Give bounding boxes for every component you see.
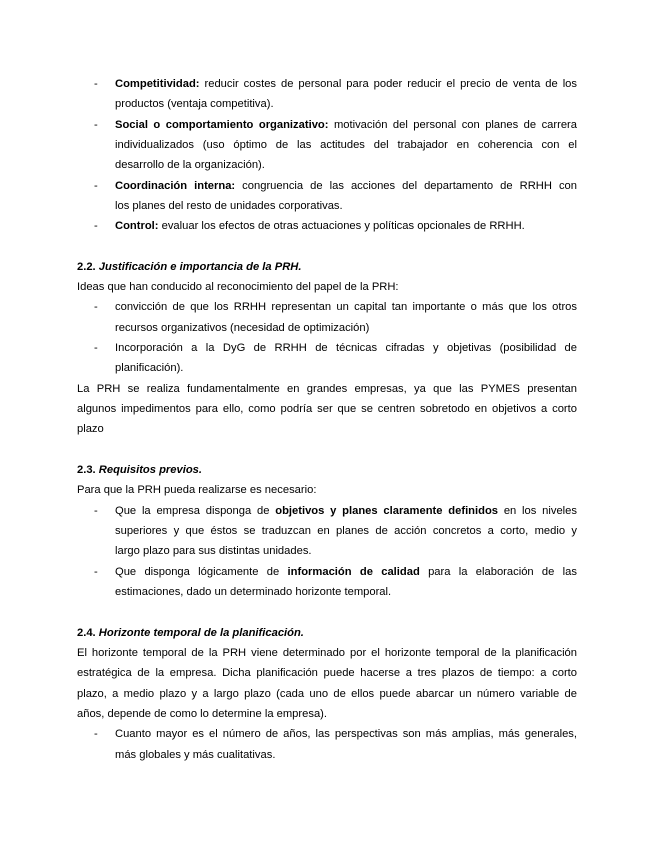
bullet-dash: - bbox=[94, 301, 98, 313]
bullet-dash: - bbox=[94, 728, 98, 740]
list-item: Incorporación a la DyG de RRHH de técnicas cifradas y objetivas (posibilidad de bbox=[115, 342, 577, 354]
list-item-cont: productos (ventaja competitiva). bbox=[115, 98, 274, 110]
section-heading: 2.4. Horizonte temporal de la planificación. bbox=[77, 627, 304, 639]
list-item-cont: individualizados (uso óptimo de las actitudes del trabajador en coherencia con el bbox=[115, 139, 577, 151]
list-item: Social o comportamiento organizativo: motivación del personal con planes de carrera bbox=[115, 119, 578, 131]
list-item: convicción de que los RRHH representan un capital tan importante o más que los otros bbox=[115, 301, 577, 313]
list-item: Competitividad: reducir costes de personal para poder reducir el precio de venta de los bbox=[115, 78, 577, 90]
bullet-dash: - bbox=[94, 505, 98, 517]
list-item: Coordinación interna: congruencia de las acciones del departamento de RRHH con bbox=[115, 180, 578, 192]
paragraph-line: plazo, a medio plazo y a largo plazo (cada uno de ellos puede abarcar un número variable de bbox=[77, 688, 577, 700]
list-item-cont: superiores y que éstos se traduzcan en planes de acción concretos a corto, medio y bbox=[115, 525, 577, 537]
bullet-dash: - bbox=[94, 220, 98, 232]
bullet-dash: - bbox=[94, 180, 98, 192]
paragraph-line: estratégica de la empresa. Dicha planificación puede hacerse a tres plazos de tiempo: a corto bbox=[77, 667, 577, 679]
intro-text: Ideas que han conducido al reconocimiento del papel de la PRH: bbox=[77, 281, 399, 293]
bullet-dash: - bbox=[94, 342, 98, 354]
intro-text: Para que la PRH pueda realizarse es necesario: bbox=[77, 484, 317, 496]
paragraph-line: plazo bbox=[77, 423, 104, 435]
bullet-dash: - bbox=[94, 566, 98, 578]
list-item: Cuanto mayor es el número de años, las perspectivas son más amplias, más generales, bbox=[115, 728, 577, 740]
paragraph-line: La PRH se realiza fundamentalmente en grandes empresas, ya que las PYMES presentan bbox=[77, 383, 577, 395]
list-item: Que disponga lógicamente de información de calidad para la elaboración de las bbox=[115, 566, 577, 578]
list-item-cont: desarrollo de la organización). bbox=[115, 159, 265, 171]
paragraph-line: algunos impedimentos para ello, como podría ser que se centren sobretodo en objetivos a corto bbox=[77, 403, 577, 415]
paragraph-line: años, depende de como lo determine la empresa). bbox=[77, 708, 328, 720]
list-item: Que la empresa disponga de objetivos y planes claramente definidos en los niveles bbox=[115, 505, 577, 517]
paragraph-line: El horizonte temporal de la PRH viene determinado por el horizonte temporal de la planificación bbox=[77, 647, 577, 659]
list-item-cont: recursos organizativos (necesidad de optimización) bbox=[115, 322, 370, 334]
list-item-cont: largo plazo para sus distintas unidades. bbox=[115, 545, 312, 557]
bullet-dash: - bbox=[94, 119, 98, 131]
bullet-dash: - bbox=[94, 78, 98, 90]
list-item-cont: planificación). bbox=[115, 362, 184, 374]
list-item-cont: estimaciones, dado un determinado horizonte temporal. bbox=[115, 586, 392, 598]
section-heading: 2.3. Requisitos previos. bbox=[77, 464, 202, 476]
list-item-cont: más globales y más cualitativas. bbox=[115, 749, 276, 761]
list-item-cont: los planes del resto de unidades corporativas. bbox=[115, 200, 343, 212]
list-item: Control: evaluar los efectos de otras actuaciones y políticas opcionales de RRHH. bbox=[115, 220, 525, 232]
section-heading: 2.2. Justificación e importancia de la PRH. bbox=[77, 261, 302, 273]
